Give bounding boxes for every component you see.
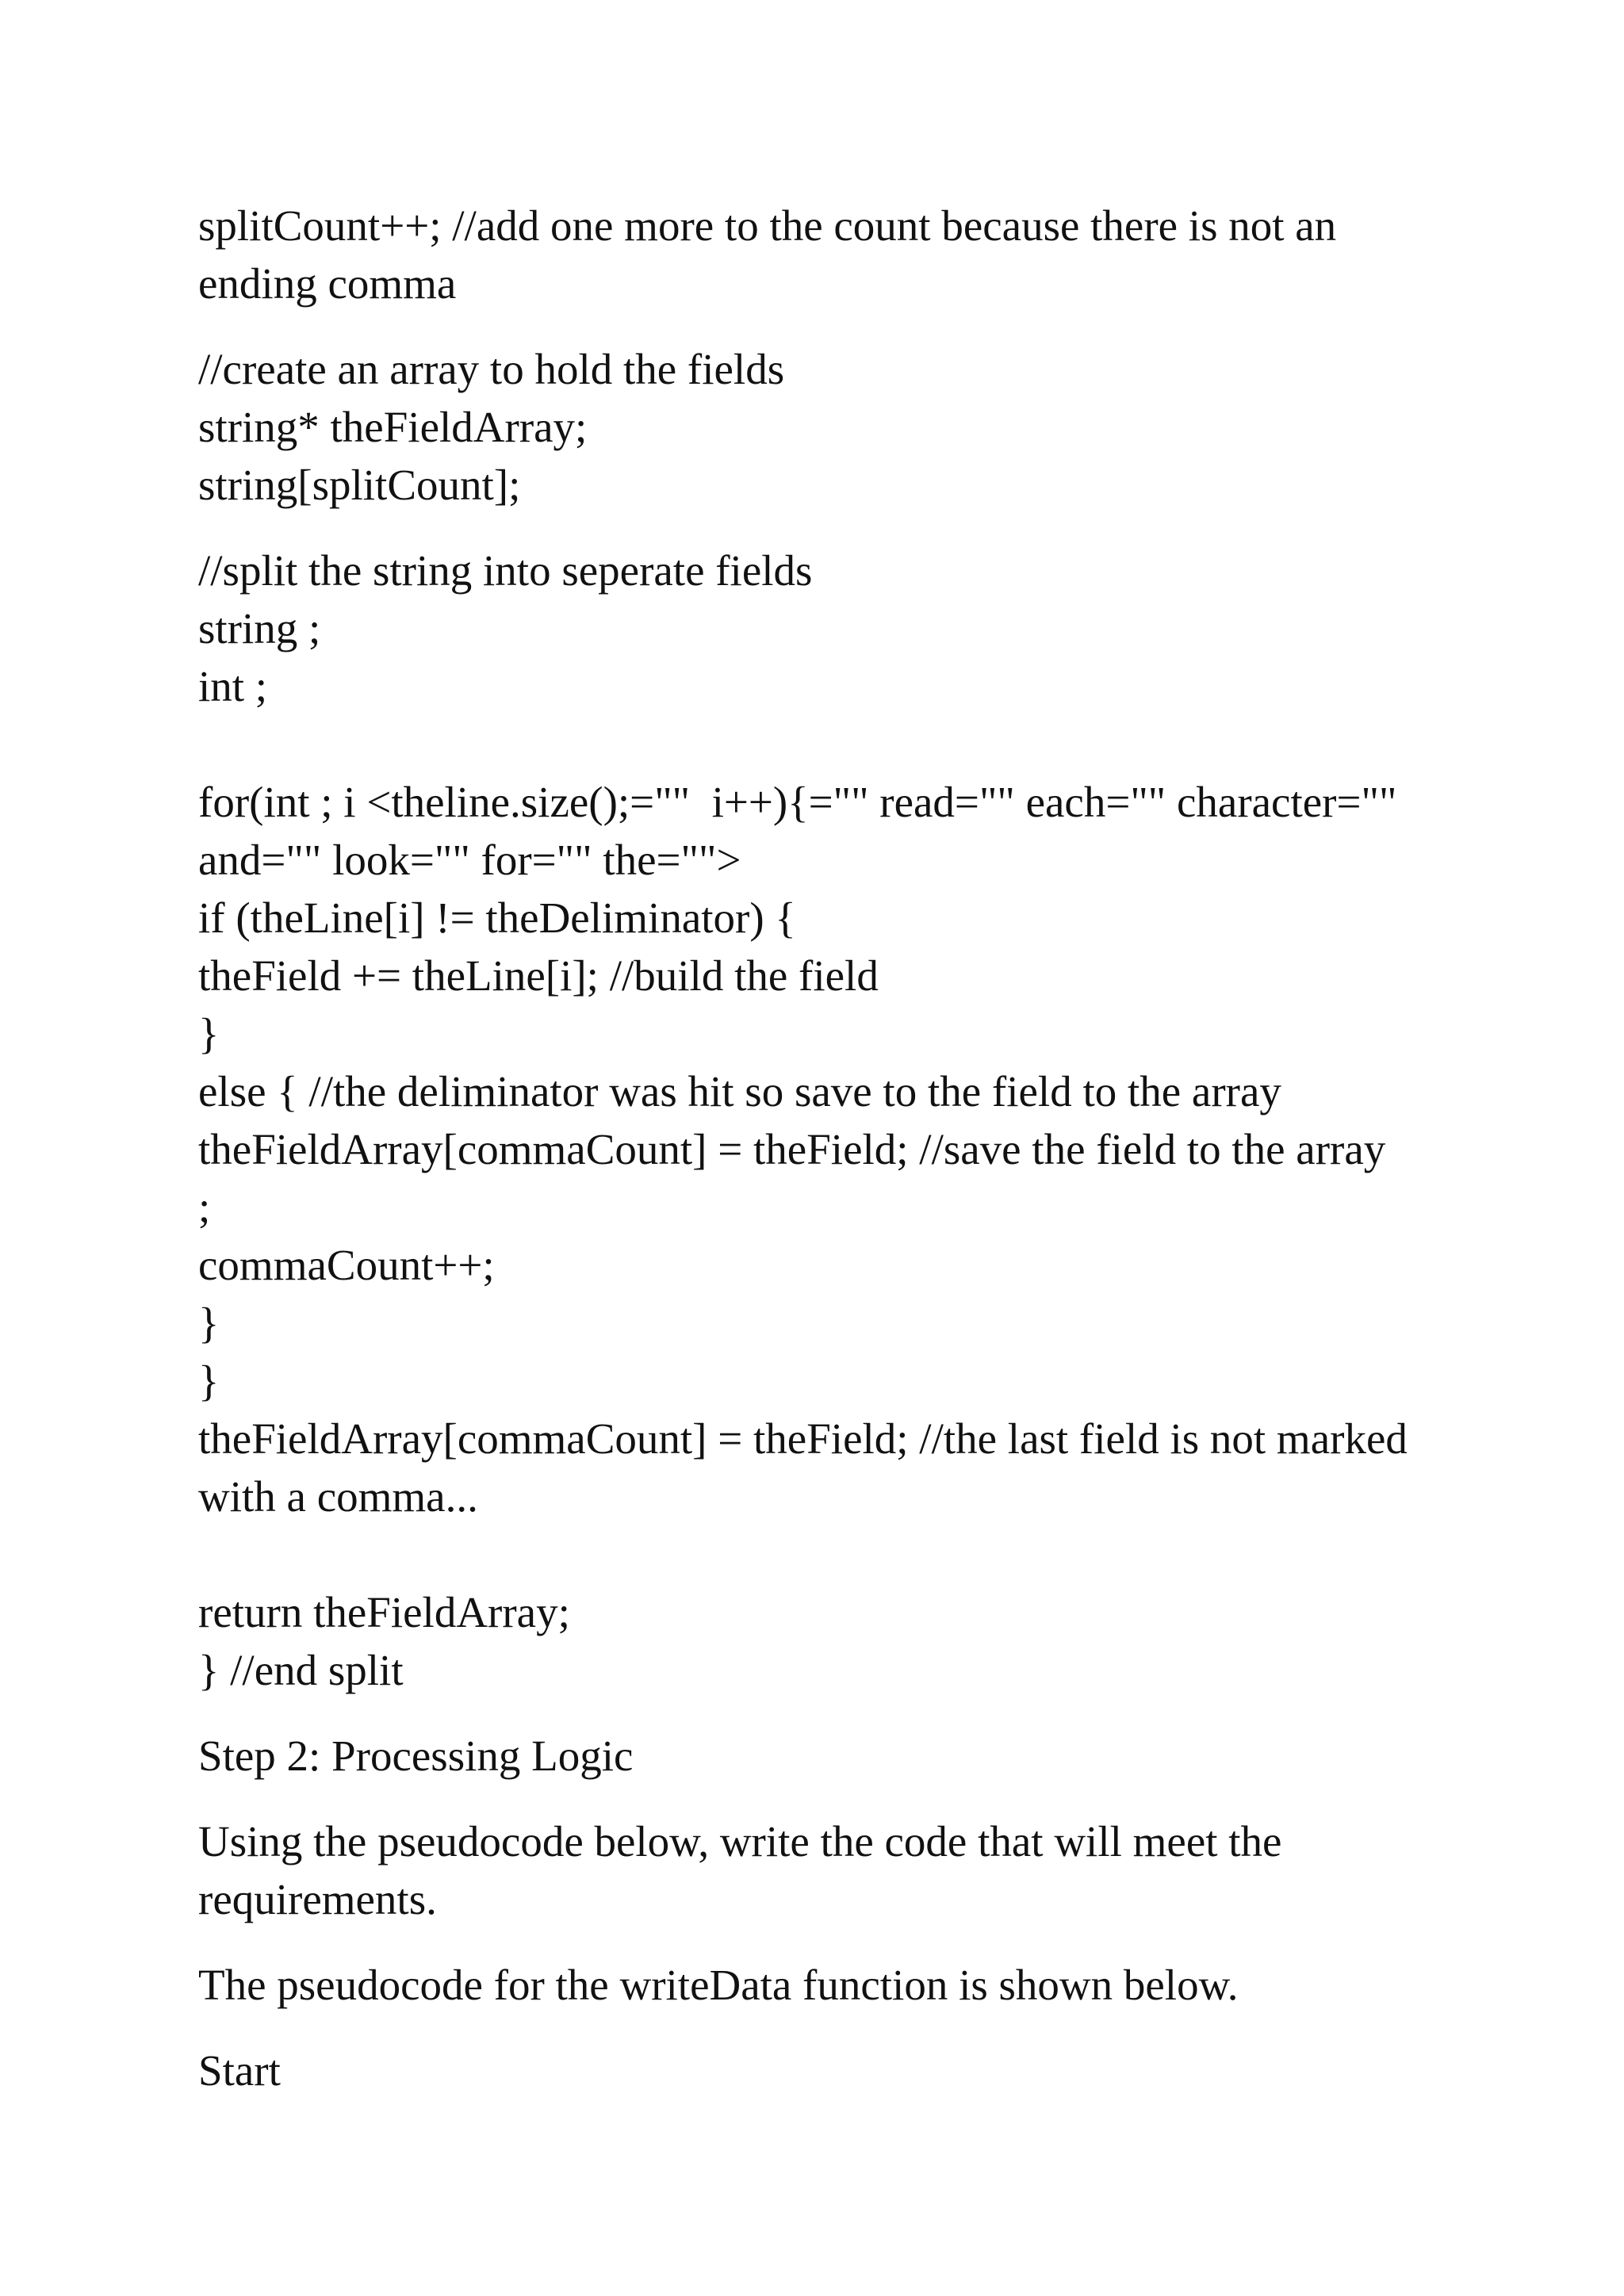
text-line: splitCount++; //add one more to the count because there is not an: [198, 201, 1337, 250]
text-line: }: [198, 1357, 220, 1405]
blank-line: [198, 1525, 1467, 1583]
text-line: theField += theLine[i]; //build the field: [198, 951, 879, 1000]
text-line: with a comma...: [198, 1472, 478, 1521]
text-line: Start: [198, 2046, 281, 2095]
document-body: [198, 197, 1467, 2127]
paragraph-pseudocode-intro: [198, 1956, 1467, 2014]
text-line: The pseudocode for the writeData function is shown below.: [198, 1961, 1239, 2009]
text-line: theFieldArray[commaCount] = theField; //the last field is not marked: [198, 1414, 1408, 1463]
text-line: string[splitCount];: [198, 461, 521, 509]
text-line: string ;: [198, 604, 321, 652]
text-line: commaCount++;: [198, 1241, 495, 1289]
text-line: }: [198, 1009, 220, 1058]
text-line: for(int ; i <theline.size();="" i++){="" read="" each="" character="": [198, 778, 1397, 826]
text-line: Using the pseudocode below, write the code that will meet the: [198, 1817, 1282, 1866]
heading-text: Step 2: Processing Logic: [198, 1732, 634, 1780]
text-line: theFieldArray[commaCount] = theField; //save the field to the array: [198, 1125, 1386, 1173]
text-line: //create an array to hold the fields: [198, 345, 785, 393]
text-line: else { //the deliminator was hit so save to the field to the array: [198, 1067, 1281, 1115]
paragraph-split-code: [198, 541, 1467, 1699]
paragraph-instruction: [198, 1812, 1467, 1928]
text-line: and="" look="" for="" the="">: [198, 836, 741, 884]
blank-line: [198, 715, 1467, 773]
text-line: int ;: [198, 662, 268, 710]
text-line: return theFieldArray;: [198, 1588, 570, 1636]
paragraph-start: [198, 2042, 1467, 2099]
step-heading: [198, 1727, 1467, 1785]
text-line: }: [198, 1299, 220, 1347]
text-line: requirements.: [198, 1875, 437, 1923]
text-line: string* theFieldArray;: [198, 403, 588, 451]
text-line: //split the string into seperate fields: [198, 546, 813, 595]
paragraph-create-array: [198, 340, 1467, 514]
text-line: if (theLine[i] != theDeliminator) {: [198, 894, 796, 942]
text-line: ;: [198, 1183, 211, 1231]
text-line: ending comma: [198, 259, 457, 308]
text-line: } //end split: [198, 1646, 404, 1694]
paragraph-split-count: [198, 197, 1467, 312]
